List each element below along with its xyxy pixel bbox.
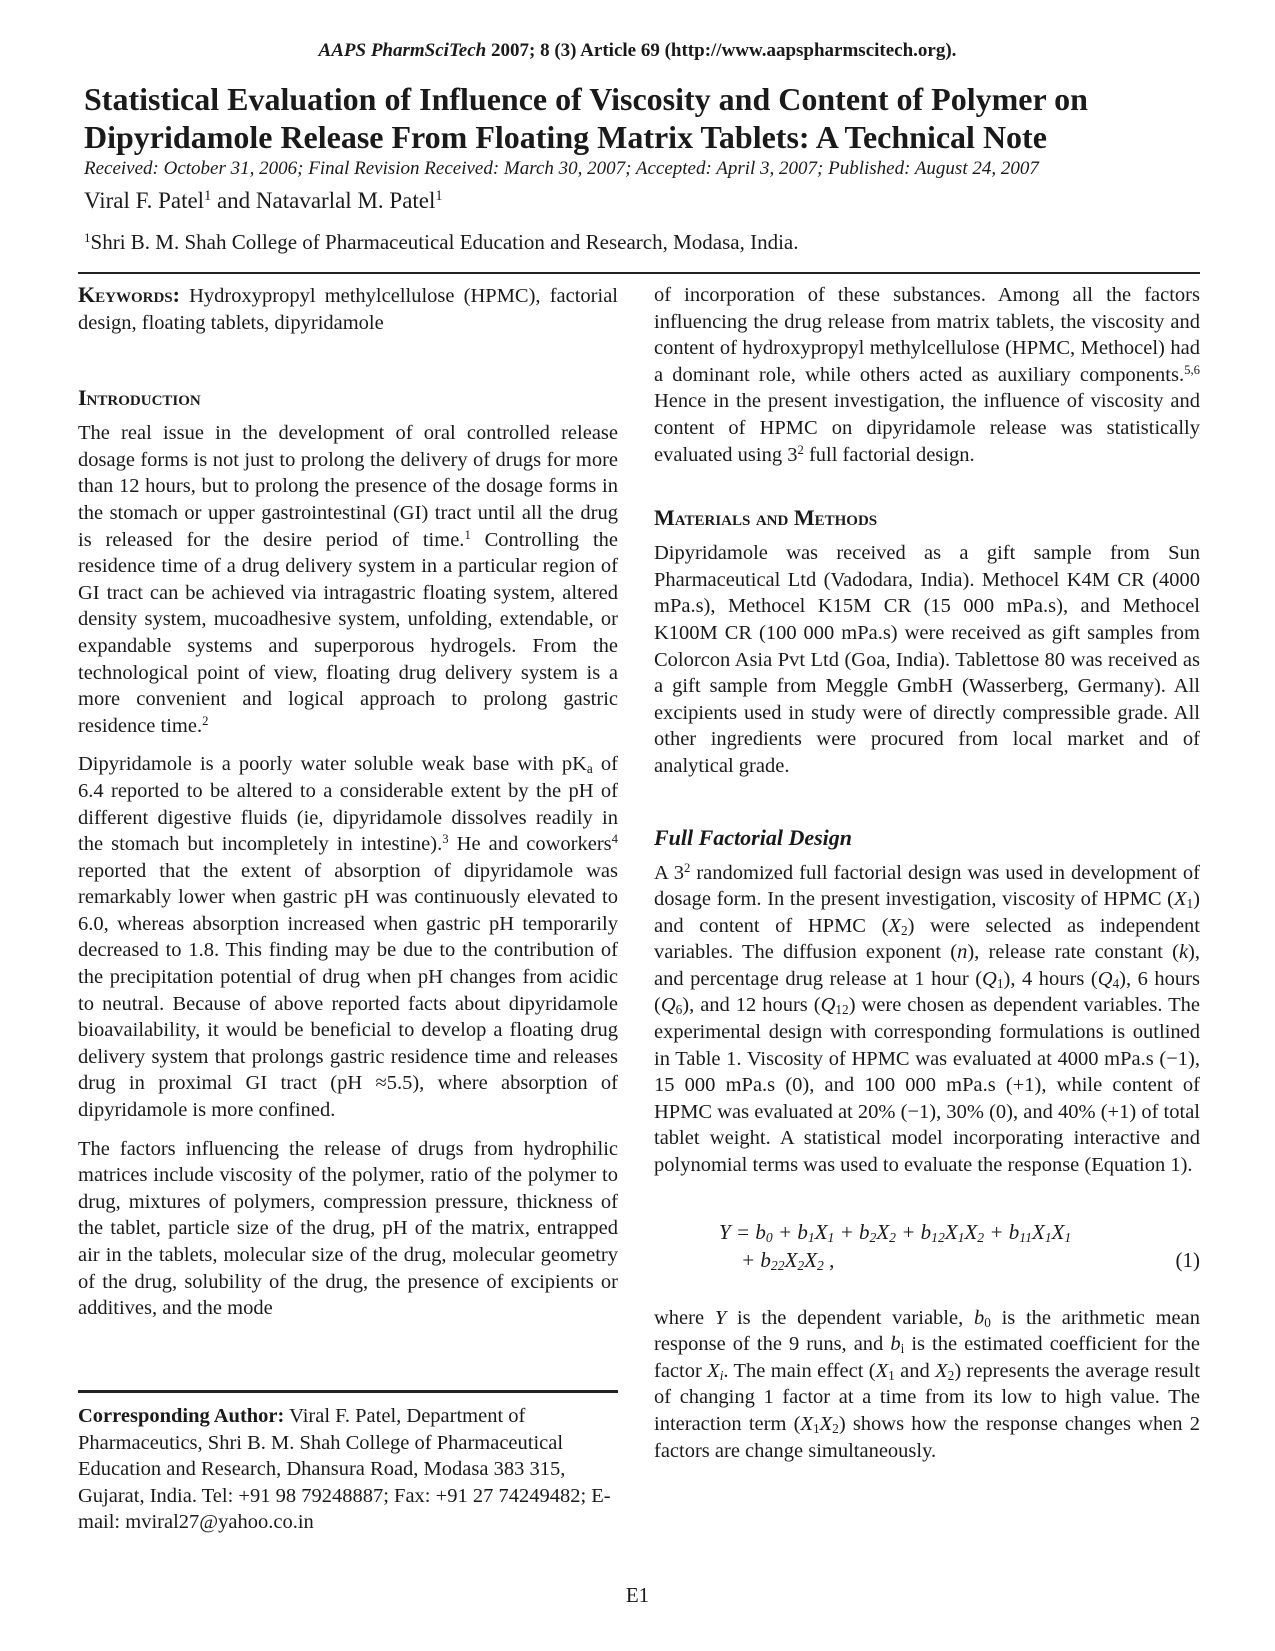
ref-1: 1 <box>464 527 471 542</box>
journal-name: AAPS PharmSciTech <box>318 40 487 61</box>
equation-number: (1) <box>1175 1247 1200 1272</box>
authors <box>84 188 443 214</box>
header-rule <box>78 272 1200 274</box>
article-title: Statistical Evaluation of Influence of Viscosity and Content of Polymer on Dipyridamole Release From Floating Matrix Tablets: A Technical Note <box>84 81 1088 155</box>
author-2: Natavarlal M. Patel <box>255 188 436 213</box>
intro-paragraph-3: The factors influencing the release of drugs from hydrophilic matrices include viscosity of the polymer, ratio of the polymer to drug, mixtures of polymers, compression pressure, thickness of the tablet, particle size of the drug, pH of the matrix, entrapped air in the tablets, molecular size of the drug, molecular geometry of the drug, solubility of the drug, the presence of excipients or additives, and the mode <box>78 1137 618 1320</box>
intro-paragraph-2: Dipyridamole is a poorly water soluble weak base with $pK_a$ of 6.4 reported to be altered to a considerable extent by the pH of different digestive fluids (ie, dipyridamole dissolves readily in the stomach but incompletely in intestine).$^3$ He and coworkers$^4$ reported that the extent of absorption of dipyridamole was remarkably lower when gastric pH was continuously elevated to 6.0, whereas absorption increased when gastric pH temporarily decreased to 1.8. This finding may be due to the contribution of the precipitation potential of drug when pH changes from acidic to neutral. Because of above reported facts about dipyridamole bioavailability, it would be beneficial to develop a floating drug delivery system that prolongs gastric residence time and releases drug in proximal GI tract (pH ≈5.5), where absorption of dipyridamole is more confined. <box>78 753 619 1122</box>
author-1: Viral F. Patel <box>84 188 205 213</box>
factorial-heading: Full Factorial Design <box>654 824 853 850</box>
corresponding-author <box>78 1390 618 1536</box>
left-column <box>78 282 618 1322</box>
ref-3: 3 <box>442 832 449 847</box>
factorial-paragraph: A $3^2$ randomized full factorial design was used in development of dosage form. In the present investigation, viscosity of HPMC $(X_1)$ and content of HPMC $(X_2)$ were selected as independent variables. The diffusion exponent (n), release rate constant (k), and percentage drug release at 1 hour $(Q_1)$, 4 hours $(Q_4)$, 6 hours $(Q_6)$, and 12 hours $(Q_{12})$ were chosen as dependent variables. The experimental design with corresponding formulations is outlined in Table 1. Viscosity of HPMC was evaluated at 4000 mPa.s (−1), 15 000 mPa.s (0), and 100 000 mPa.s (+1), while content of HPMC was evaluated at 20% (−1), 30% (0), and 40% (+1) of total tablet weight. A statistical model incorporating interactive and polynomial terms was used to evaluate the response (Equation 1). <box>654 860 1201 1177</box>
keywords-label: Keywords: <box>78 282 180 307</box>
ref-4: 4 <box>611 832 619 847</box>
page-number: E1 <box>625 1583 650 1607</box>
journal-citation: 2007; 8 (3) Article 69 (http://www.aapspharmscitech.org). <box>486 40 957 61</box>
affiliation <box>84 230 799 255</box>
ref-2: 2 <box>202 713 209 728</box>
equation-explanation: where Y is the dependent variable, $b_0$ is the arithmetic mean response of the 9 runs, and $b_i$ is the estimated coefficient for the factor $X_i$. The main effect ($X_1$ and $X_2$) represents the average result of changing 1 factor at a time from its low to high value. The interaction term $(X_1X_2)$ shows how the response changes when 2 factors are change simultaneously. <box>654 1306 1201 1462</box>
introduction-heading: Introduction <box>78 385 201 411</box>
author-connector: and <box>211 188 256 213</box>
affiliation-marker: 1 <box>84 229 91 245</box>
equation-line-1: $Y = b_0 + b_1X_1 + b_2X_2 + b_{12}X_1X_2 + b_{11}X_1X_1$ <box>719 1219 1072 1245</box>
materials-heading: Materials and Methods <box>654 505 878 531</box>
ref-5-6: 5,6 <box>1184 362 1200 377</box>
equation-line-2: + $b_{22}X_2X_2$ , <box>741 1247 835 1273</box>
keywords <box>78 282 618 336</box>
equation-1 <box>654 1219 1200 1283</box>
materials-paragraph: Dipyridamole was received as a gift sample from Sun Pharmaceutical Ltd (Vadodara, India). Methocel K4M CR (4000 mPa.s), Methocel K15M CR (15 000 mPa.s), and Methocel K100M CR (100 000 mPa.s) were received as gift samples from Colorcon Asia Pvt Ltd (Goa, India). Tablettose 80 was received as a gift sample from Meggle GmbH (Wasserberg, Germany). All excipients used in study were of directly compressible grade. All other ingredients were procured from local market and of analytical grade. <box>654 542 1200 777</box>
author-2-affil: 1 <box>435 188 443 205</box>
journal-header <box>0 40 1275 62</box>
affiliation-text: Shri B. M. Shah College of Pharmaceutical Education and Research, Modasa, India. <box>90 230 799 254</box>
author-1-affil: 1 <box>204 188 212 205</box>
corresponding-author-text: Viral F. Patel, Department of Pharmaceutics, Shri B. M. Shah College of Pharmaceutical Education and Research, Dhansura Road, Modasa 383 315, Gujarat, India. Tel: +91 98 79248887; Fax: +91 27 74249482; E-mail: mviral27@yahoo.co.in <box>78 1405 611 1534</box>
right-column <box>654 282 1200 1464</box>
corresponding-author-label: Corresponding Author: <box>78 1405 285 1427</box>
article-dates: Received: October 31, 2006; Final Revision Received: March 30, 2007; Accepted: April 3, 2007; Published: August 24, 2007 <box>84 158 1039 179</box>
intro-paragraph-1: The real issue in the development of oral controlled release dosage forms is not just to prolong the delivery of drugs for more than 12 hours, but to prolong the presence of the dosage forms in the stomach or upper gastrointestinal (GI) tract until all the drug is released for the desire period of time.$^1$ Controlling the residence time of a drug delivery system in a particular region of GI tract can be achieved via intragastric floating system, altered density system, mucoadhesive system, unfolding, extendable, or expandable systems and superporous hydrogels. From the technological point of view, floating drug delivery system is a more convenient and logical approach to prolong gastric residence time.$^2$ <box>78 422 619 737</box>
keywords-text: Hydroxypropyl methylcellulose (HPMC), factorial design, floating tablets, dipyridamole <box>78 285 618 334</box>
intro-paragraph-4: of incorporation of these substances. Among all the factors influencing the drug release from matrix tablets, the viscosity and content of hydroxypropyl methylcellulose (HPMC, Methocel) had a dominant role, while others acted as auxiliary components.$^{5,6}$ Hence in the present investigation, the influence of viscosity and content of HPMC on dipyridamole release was statistically evaluated using $3^2$ full factorial design. <box>654 284 1200 466</box>
